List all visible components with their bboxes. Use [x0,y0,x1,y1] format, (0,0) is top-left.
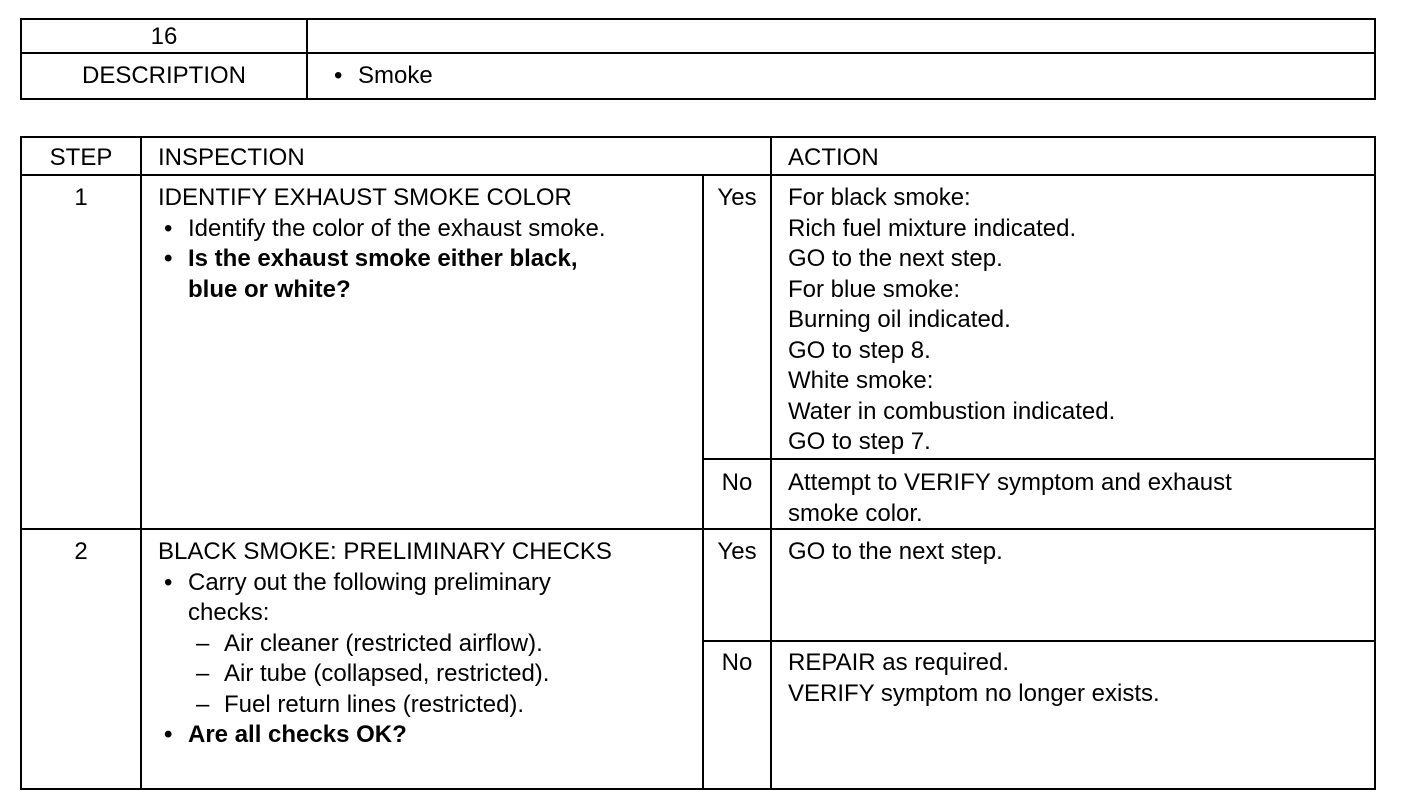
bullet-icon: • [164,214,173,242]
action-line: GO to step 7. [788,428,931,455]
check-item [158,690,612,721]
step2-no-action [788,648,1160,709]
step1-no-label: No [721,469,753,496]
step1-bullet-text: Identify the color of the exhaust smoke. [188,214,606,242]
column-header-step: STEP [49,144,113,171]
step2-no-label: No [721,649,753,676]
action-line: Attempt to VERIFY symptom and exhaust [788,469,1232,496]
step2-inspection [158,537,612,751]
step2-bullet-line2: checks: [188,599,270,626]
action-line: Water in combustion indicated. [788,397,1116,425]
column-header-inspection: INSPECTION [158,144,305,171]
description-label: DESCRIPTION [81,62,246,89]
action-line: GO to the next step. [788,245,1003,272]
row1-yes-no-divider [702,458,1374,460]
step1-question-line1: Is the exhaust smoke either black, [188,245,578,272]
step2-yes-label: Yes [717,538,757,565]
row2-yes-no-divider [702,640,1374,642]
description-text: Smoke [358,62,433,89]
action-line: Burning oil indicated. [788,306,1011,333]
dash-icon: – [196,629,210,657]
action-line: For black smoke: [788,184,971,211]
action-line: GO to the next step. [788,538,1003,565]
dash-icon: – [196,690,210,718]
step1-inspection [158,183,606,305]
action-line: Rich fuel mixture indicated. [788,214,1077,242]
action-line: GO to step 8. [788,336,931,364]
dash-icon: – [196,660,210,687]
action-line: VERIFY symptom no longer exists. [788,679,1160,707]
bullet-icon: • [334,62,343,89]
step2-yes-action [788,537,1003,568]
step1-no-action [788,468,1232,529]
check-item-text: Air cleaner (restricted airflow). [224,629,543,657]
step-number-1: 1 [74,184,88,211]
action-line: White smoke: [788,367,934,394]
header-divider-vertical [306,20,308,98]
step1-question [158,244,606,275]
bullet-icon: • [164,245,173,272]
column-divider-action [770,138,772,788]
step2-bullet-carry-out [158,568,612,599]
step2-question-text: Are all checks OK? [188,721,407,748]
column-header-action: ACTION [788,144,879,171]
column-divider-step [140,138,142,788]
step1-yes-label: Yes [717,184,757,211]
bullet-icon: • [164,721,173,748]
header-table [20,18,1376,100]
action-line: For blue smoke: [788,275,961,303]
step1-question-line2: blue or white? [188,275,351,303]
check-item [158,659,612,690]
step-number-2: 2 [74,538,88,565]
check-item-text: Fuel return lines (restricted). [224,690,525,718]
step2-title: BLACK SMOKE: PRELIMINARY CHECKS [158,538,612,565]
check-item-text: Air tube (collapsed, restricted). [224,660,550,687]
chart-number: 16 [150,23,178,50]
step2-bullet-line1: Carry out the following preliminary [188,568,551,596]
header-row-divider [22,174,1374,176]
diagnostic-table [20,136,1376,790]
step1-yes-action [788,183,1115,458]
bullet-icon: • [164,568,173,596]
step2-question [158,720,612,751]
step1-title: IDENTIFY EXHAUST SMOKE COLOR [158,184,572,211]
description-value [328,61,433,92]
action-line: REPAIR as required. [788,649,1009,676]
action-line: smoke color. [788,499,923,527]
step1-bullet-identify [158,214,606,245]
check-item [158,629,612,660]
